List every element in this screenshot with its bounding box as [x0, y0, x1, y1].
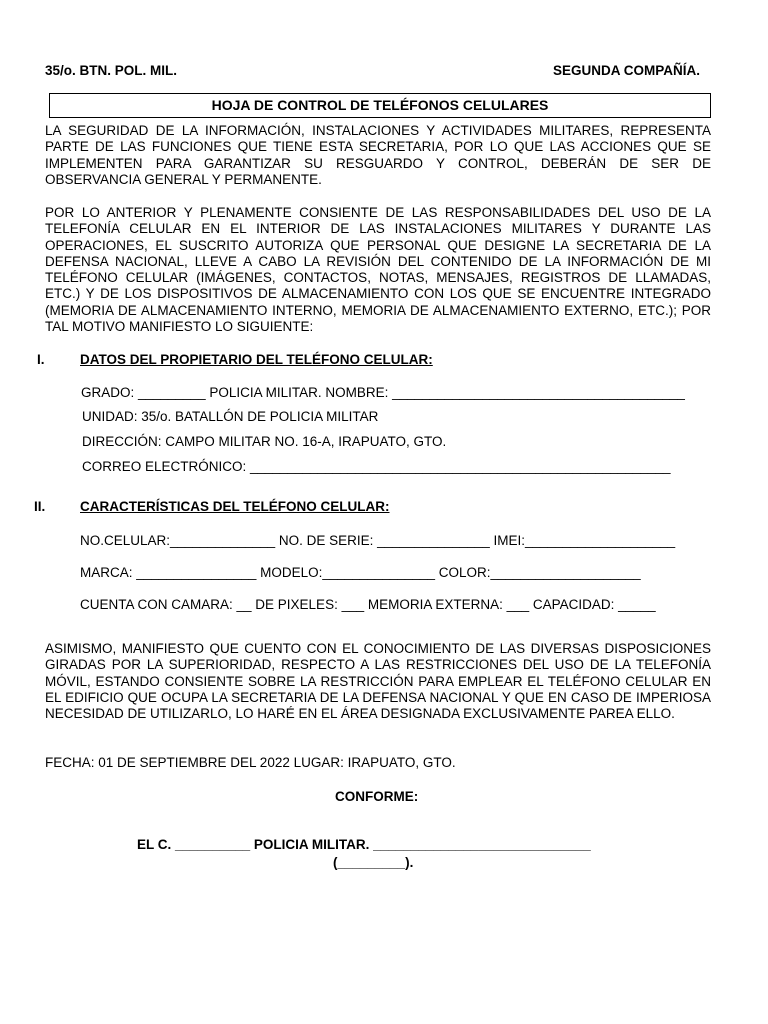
- paragraph-restrictions: ASIMISMO, MANIFIESTO QUE CUENTO CON EL CONOCIMIENTO DE LAS DIVERSAS DISPOSICIONES GIRADAS POR LA SUPERIORIDAD, RESPECTO A LAS RESTRICCIONES DEL USO DE LA TELEFONÍA MÓVIL, ESTANDO CONSIENTE SOBRE LA RESTRICCIÓN PARA EMPLEAR EL TELÉFONO CELULAR EN EL EDIFICIO QUE OCUPA LA SECRETARIA DE LA DEFENSA NACIONAL Y QUE EN CASO DE IMPERIOSA NECESIDAD DE UTILIZARLO, LO HARÉ EN EL ÁREA DESIGNADA EXCLUSIVAMENTE PAREA ELLO.: [45, 641, 711, 722]
- celular-serie-imei-field: NO.CELULAR:______________ NO. DE SERIE: _______________ IMEI:____________________: [80, 533, 676, 548]
- correo-field: CORREO ELECTRÓNICO: ________________________________________________________: [82, 459, 671, 474]
- fecha-lugar: FECHA: 01 DE SEPTIEMBRE DEL 2022 LUGAR: IRAPUATO, GTO.: [45, 755, 456, 770]
- unidad-field: UNIDAD: 35/o. BATALLÓN DE POLICIA MILITAR: [82, 409, 379, 424]
- paragraph-intro: LA SEGURIDAD DE LA INFORMACIÓN, INSTALACIONES Y ACTIVIDADES MILITARES, REPRESENTA PARTE DE LAS FUNCIONES QUE TIENE ESTA SECRETARIA, POR LO QUE LAS ACCIONES QUE SE IMPLEMENTEN PARA GARANTIZAR SU RESGUARDO Y CONTROL, DEBERÁN DE SER DE OBSERVANCIA GENERAL Y PERMANENTE.: [45, 123, 711, 187]
- document-title: HOJA DE CONTROL DE TELÉFONOS CELULARES: [49, 93, 711, 118]
- signature-line: EL C. __________ POLICIA MILITAR. _____________________________: [137, 837, 591, 852]
- section2-heading: CARACTERÍSTICAS DEL TELÉFONO CELULAR:: [80, 499, 390, 514]
- camara-memoria-field: CUENTA CON CAMARA: __ DE PIXELES: ___ MEMORIA EXTERNA: ___ CAPACIDAD: _____: [80, 597, 656, 612]
- paragraph-authorization: POR LO ANTERIOR Y PLENAMENTE CONSIENTE DE LAS RESPONSABILIDADES DEL USO DE LA TELEFONÍA CELULAR EN EL INTERIOR DE LAS INSTALACIONES MILITARES Y DURANTE LAS OPERACIONES, EL SUSCRITO AUTORIZA QUE PERSONAL QUE DESIGNE LA SECRETARIA DE LA DEFENSA NACIONAL, LLEVE A CABO LA REVISIÓN DEL CONTENIDO DE LA INFORMACIÓN DE MI TELÉFONO CELULAR (IMÁGENES, CONTACTOS, NOTAS, MENSAJES, REGISTROS DE LLAMADAS, ETC.) Y DE LOS DISPOSITIVOS DE ALMACENAMIENTO CON LOS QUE SE ENCUENTRE INTEGRADO (MEMORIA DE ALMACENAMIENTO INTERNO, MEMORIA DE ALMACENAMIENTO EXTERNO, ETC.); POR TAL MOTIVO MANIFIESTO LO SIGUIENTE:: [45, 205, 711, 335]
- header-left: 35/o. BTN. POL. MIL.: [45, 63, 178, 78]
- signature-parenthesis: (_________).: [333, 855, 414, 870]
- section2-number: II.: [34, 499, 46, 514]
- marca-modelo-color-field: MARCA: ________________ MODELO:_______________ COLOR:____________________: [80, 565, 641, 580]
- section1-number: I.: [37, 352, 45, 367]
- conforme-label: CONFORME:: [335, 789, 419, 804]
- header-right: SEGUNDA COMPAÑÍA.: [553, 63, 701, 78]
- grado-field: GRADO: _________ POLICIA MILITAR. NOMBRE: _______________________________________: [81, 385, 685, 400]
- direccion-field: DIRECCIÓN: CAMPO MILITAR NO. 16-A, IRAPUATO, GTO.: [82, 434, 447, 449]
- section1-heading: DATOS DEL PROPIETARIO DEL TELÉFONO CELULAR:: [80, 352, 433, 367]
